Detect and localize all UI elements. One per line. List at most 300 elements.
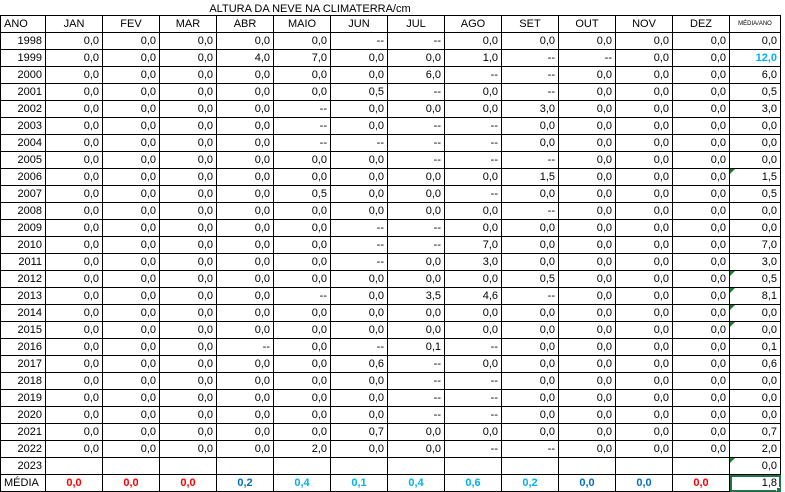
value-cell[interactable]: -- — [274, 101, 331, 118]
value-cell[interactable]: 0,0 — [46, 407, 103, 424]
value-cell[interactable] — [160, 458, 217, 475]
year-cell[interactable]: 2009 — [1, 220, 46, 237]
year-average-cell[interactable]: 0,5 — [730, 84, 781, 101]
year-cell[interactable]: 2014 — [1, 305, 46, 322]
header-cell[interactable]: MÉDIA/ANO — [730, 16, 781, 33]
value-cell[interactable]: 0,0 — [559, 101, 616, 118]
value-cell[interactable]: 0,0 — [559, 203, 616, 220]
value-cell[interactable]: 0,0 — [274, 305, 331, 322]
value-cell[interactable]: 0,0 — [217, 305, 274, 322]
value-cell[interactable]: 0,0 — [673, 441, 730, 458]
value-cell[interactable] — [616, 458, 673, 475]
year-average-cell[interactable]: 8,1 — [730, 288, 781, 305]
value-cell[interactable]: 0,0 — [46, 203, 103, 220]
value-cell[interactable]: 0,0 — [331, 390, 388, 407]
value-cell[interactable] — [103, 458, 160, 475]
value-cell[interactable]: 0,0 — [103, 186, 160, 203]
value-cell[interactable]: 0,0 — [274, 169, 331, 186]
value-cell[interactable]: 0,0 — [46, 237, 103, 254]
value-cell[interactable]: 0,0 — [673, 390, 730, 407]
value-cell[interactable]: 0,0 — [616, 203, 673, 220]
value-cell[interactable]: 0,0 — [103, 254, 160, 271]
header-cell[interactable]: OUT — [559, 16, 616, 33]
value-cell[interactable]: 0,0 — [673, 50, 730, 67]
year-average-cell[interactable]: 0,6 — [730, 356, 781, 373]
value-cell[interactable]: 0,0 — [331, 441, 388, 458]
value-cell[interactable]: 0,0 — [331, 373, 388, 390]
year-cell[interactable]: 2005 — [1, 152, 46, 169]
value-cell[interactable]: 0,0 — [46, 271, 103, 288]
value-cell[interactable]: -- — [445, 441, 502, 458]
value-cell[interactable]: -- — [331, 135, 388, 152]
value-cell[interactable]: 0,0 — [673, 356, 730, 373]
value-cell[interactable]: 0,0 — [217, 101, 274, 118]
value-cell[interactable]: 0,0 — [502, 33, 559, 50]
value-cell[interactable]: 0,0 — [274, 203, 331, 220]
value-cell[interactable]: 0,0 — [616, 254, 673, 271]
value-cell[interactable]: 0,0 — [616, 118, 673, 135]
year-average-cell[interactable]: 0,0 — [730, 305, 781, 322]
header-cell[interactable]: JUN — [331, 16, 388, 33]
value-cell[interactable]: 0,0 — [559, 152, 616, 169]
value-cell[interactable]: 0,0 — [217, 407, 274, 424]
value-cell[interactable]: 0,0 — [274, 254, 331, 271]
value-cell[interactable]: 0,0 — [331, 203, 388, 220]
value-cell[interactable]: -- — [331, 220, 388, 237]
value-cell[interactable]: 4,6 — [445, 288, 502, 305]
value-cell[interactable]: 0,0 — [103, 135, 160, 152]
value-cell[interactable]: 0,0 — [616, 271, 673, 288]
value-cell[interactable]: 0,0 — [103, 169, 160, 186]
value-cell[interactable]: -- — [388, 407, 445, 424]
header-cell[interactable]: ABR — [217, 16, 274, 33]
value-cell[interactable]: 0,0 — [502, 339, 559, 356]
value-cell[interactable]: 0,0 — [673, 305, 730, 322]
value-cell[interactable]: 1,5 — [502, 169, 559, 186]
value-cell[interactable]: 0,0 — [160, 152, 217, 169]
value-cell[interactable]: 0,0 — [274, 356, 331, 373]
value-cell[interactable]: 0,0 — [388, 271, 445, 288]
value-cell[interactable] — [388, 458, 445, 475]
value-cell[interactable]: 0,6 — [331, 356, 388, 373]
year-cell[interactable]: 2022 — [1, 441, 46, 458]
year-cell[interactable]: 2001 — [1, 84, 46, 101]
value-cell[interactable]: 0,0 — [445, 33, 502, 50]
value-cell[interactable] — [46, 458, 103, 475]
value-cell[interactable]: 0,0 — [559, 373, 616, 390]
year-average-cell[interactable]: 0,5 — [730, 271, 781, 288]
value-cell[interactable]: 2,0 — [274, 441, 331, 458]
value-cell[interactable]: 0,0 — [388, 254, 445, 271]
value-cell[interactable]: 0,0 — [160, 135, 217, 152]
year-average-cell[interactable]: 0,7 — [730, 424, 781, 441]
year-average-cell[interactable]: 0,0 — [730, 33, 781, 50]
header-cell[interactable]: JAN — [46, 16, 103, 33]
value-cell[interactable]: -- — [331, 33, 388, 50]
value-cell[interactable]: 0,0 — [160, 407, 217, 424]
value-cell[interactable]: 0,0 — [559, 339, 616, 356]
value-cell[interactable]: 0,0 — [616, 322, 673, 339]
value-cell[interactable]: 0,0 — [388, 169, 445, 186]
value-cell[interactable]: 0,0 — [274, 373, 331, 390]
value-cell[interactable]: -- — [388, 118, 445, 135]
value-cell[interactable] — [502, 458, 559, 475]
value-cell[interactable]: 0,5 — [274, 186, 331, 203]
value-cell[interactable]: -- — [331, 339, 388, 356]
value-cell[interactable]: 0,0 — [559, 169, 616, 186]
value-cell[interactable]: 0,0 — [616, 50, 673, 67]
value-cell[interactable]: -- — [388, 135, 445, 152]
value-cell[interactable]: 0,0 — [46, 373, 103, 390]
value-cell[interactable]: 0,0 — [559, 322, 616, 339]
value-cell[interactable]: 0,0 — [217, 33, 274, 50]
value-cell[interactable]: 3,0 — [502, 101, 559, 118]
value-cell[interactable]: 0,0 — [559, 356, 616, 373]
value-cell[interactable]: 0,0 — [673, 33, 730, 50]
value-cell[interactable]: 0,0 — [559, 237, 616, 254]
value-cell[interactable]: -- — [388, 356, 445, 373]
value-cell[interactable]: 0,0 — [673, 424, 730, 441]
value-cell[interactable]: 0,0 — [46, 84, 103, 101]
value-cell[interactable]: 0,0 — [160, 33, 217, 50]
value-cell[interactable]: 0,0 — [559, 407, 616, 424]
year-average-cell[interactable]: 0,0 — [730, 373, 781, 390]
value-cell[interactable]: 0,0 — [616, 441, 673, 458]
value-cell[interactable]: 0,0 — [217, 373, 274, 390]
value-cell[interactable]: 0,0 — [274, 67, 331, 84]
value-cell[interactable]: 0,0 — [46, 305, 103, 322]
value-cell[interactable]: -- — [388, 390, 445, 407]
value-cell[interactable]: 0,0 — [103, 152, 160, 169]
value-cell[interactable]: 0,0 — [46, 288, 103, 305]
year-cell[interactable]: 2019 — [1, 390, 46, 407]
value-cell[interactable]: 0,0 — [103, 84, 160, 101]
value-cell[interactable]: 0,0 — [274, 152, 331, 169]
value-cell[interactable]: 0,0 — [103, 390, 160, 407]
year-average-cell[interactable]: 0,0 — [730, 407, 781, 424]
year-cell[interactable]: 2003 — [1, 118, 46, 135]
value-cell[interactable]: 0,0 — [673, 84, 730, 101]
year-cell[interactable]: 2004 — [1, 135, 46, 152]
value-cell[interactable]: 0,0 — [559, 220, 616, 237]
value-cell[interactable]: 0,0 — [388, 424, 445, 441]
value-cell[interactable]: 0,0 — [160, 305, 217, 322]
value-cell[interactable]: 0,0 — [160, 424, 217, 441]
value-cell[interactable]: 0,0 — [160, 118, 217, 135]
value-cell[interactable]: 0,0 — [673, 67, 730, 84]
value-cell[interactable]: -- — [274, 288, 331, 305]
value-cell[interactable]: 0,0 — [217, 424, 274, 441]
year-cell[interactable]: 2000 — [1, 67, 46, 84]
value-cell[interactable]: 0,0 — [103, 322, 160, 339]
value-cell[interactable]: -- — [274, 118, 331, 135]
value-cell[interactable]: 0,0 — [217, 254, 274, 271]
monthly-average-cell[interactable]: 0,4 — [388, 475, 445, 492]
value-cell[interactable]: 0,0 — [103, 441, 160, 458]
value-cell[interactable]: 0,0 — [673, 135, 730, 152]
value-cell[interactable]: 0,0 — [616, 424, 673, 441]
value-cell[interactable]: 0,0 — [160, 50, 217, 67]
value-cell[interactable]: 0,0 — [103, 356, 160, 373]
value-cell[interactable]: 0,0 — [445, 101, 502, 118]
value-cell[interactable]: 0,0 — [274, 407, 331, 424]
value-cell[interactable]: 0,0 — [502, 390, 559, 407]
value-cell[interactable]: 0,0 — [673, 220, 730, 237]
value-cell[interactable]: 0,0 — [331, 322, 388, 339]
header-cell[interactable]: FEV — [103, 16, 160, 33]
value-cell[interactable]: -- — [502, 203, 559, 220]
year-average-cell[interactable]: 0,0 — [730, 152, 781, 169]
value-cell[interactable]: 0,0 — [217, 390, 274, 407]
value-cell[interactable]: 0,0 — [46, 152, 103, 169]
value-cell[interactable]: 0,0 — [217, 135, 274, 152]
value-cell[interactable]: 0,0 — [388, 441, 445, 458]
value-cell[interactable] — [331, 458, 388, 475]
value-cell[interactable]: 0,0 — [46, 322, 103, 339]
value-cell[interactable]: 0,0 — [160, 373, 217, 390]
average-label-cell[interactable]: MÉDIA — [1, 475, 46, 492]
value-cell[interactable]: 0,0 — [160, 186, 217, 203]
monthly-average-cell[interactable]: 0,1 — [331, 475, 388, 492]
value-cell[interactable]: 0,0 — [502, 305, 559, 322]
value-cell[interactable]: 0,0 — [502, 356, 559, 373]
value-cell[interactable]: 0,0 — [331, 50, 388, 67]
value-cell[interactable]: 0,0 — [217, 356, 274, 373]
value-cell[interactable]: 0,0 — [445, 169, 502, 186]
value-cell[interactable]: 0,0 — [46, 441, 103, 458]
value-cell[interactable]: -- — [445, 339, 502, 356]
value-cell[interactable]: -- — [388, 84, 445, 101]
year-average-cell[interactable]: 0,0 — [730, 458, 781, 475]
value-cell[interactable]: 0,0 — [217, 288, 274, 305]
value-cell[interactable]: 0,0 — [502, 237, 559, 254]
value-cell[interactable]: 0,0 — [46, 169, 103, 186]
value-cell[interactable]: -- — [331, 254, 388, 271]
value-cell[interactable]: 0,0 — [103, 305, 160, 322]
value-cell[interactable]: 0,0 — [46, 220, 103, 237]
year-cell[interactable]: 2021 — [1, 424, 46, 441]
value-cell[interactable]: 0,0 — [217, 322, 274, 339]
value-cell[interactable]: 0,0 — [616, 390, 673, 407]
value-cell[interactable]: 0,0 — [616, 135, 673, 152]
year-cell[interactable]: 2011 — [1, 254, 46, 271]
value-cell[interactable]: 0,0 — [673, 407, 730, 424]
value-cell[interactable]: 0,0 — [46, 50, 103, 67]
value-cell[interactable]: 0,0 — [388, 101, 445, 118]
value-cell[interactable]: -- — [445, 390, 502, 407]
value-cell[interactable]: 0,0 — [559, 33, 616, 50]
value-cell[interactable]: 0,0 — [160, 322, 217, 339]
value-cell[interactable]: 0,0 — [217, 203, 274, 220]
year-average-cell[interactable]: 3,0 — [730, 101, 781, 118]
value-cell[interactable]: 0,0 — [160, 101, 217, 118]
year-average-cell[interactable]: 0,0 — [730, 390, 781, 407]
value-cell[interactable]: 0,0 — [103, 288, 160, 305]
value-cell[interactable]: 0,0 — [274, 322, 331, 339]
value-cell[interactable]: 0,0 — [274, 237, 331, 254]
value-cell[interactable]: 0,0 — [217, 169, 274, 186]
monthly-average-cell[interactable]: 0,0 — [160, 475, 217, 492]
year-average-cell[interactable]: 6,0 — [730, 67, 781, 84]
value-cell[interactable]: -- — [217, 339, 274, 356]
value-cell[interactable]: 0,0 — [616, 237, 673, 254]
value-cell[interactable]: 0,0 — [445, 305, 502, 322]
value-cell[interactable]: 0,0 — [616, 407, 673, 424]
value-cell[interactable]: 0,0 — [673, 271, 730, 288]
value-cell[interactable]: 0,0 — [103, 118, 160, 135]
value-cell[interactable]: 0,0 — [616, 169, 673, 186]
header-cell[interactable]: DEZ — [673, 16, 730, 33]
year-cell[interactable]: 1998 — [1, 33, 46, 50]
value-cell[interactable]: 0,0 — [673, 288, 730, 305]
value-cell[interactable]: 0,0 — [673, 118, 730, 135]
value-cell[interactable]: -- — [331, 237, 388, 254]
monthly-average-cell[interactable]: 0,6 — [445, 475, 502, 492]
value-cell[interactable]: 0,0 — [559, 424, 616, 441]
value-cell[interactable]: 0,0 — [331, 305, 388, 322]
value-cell[interactable]: 0,0 — [46, 101, 103, 118]
value-cell[interactable]: 0,0 — [388, 186, 445, 203]
value-cell[interactable]: 0,0 — [217, 84, 274, 101]
value-cell[interactable]: 0,0 — [445, 356, 502, 373]
value-cell[interactable]: 0,0 — [274, 33, 331, 50]
value-cell[interactable]: 0,0 — [160, 169, 217, 186]
monthly-average-cell[interactable]: 0,4 — [274, 475, 331, 492]
value-cell[interactable]: 0,0 — [46, 254, 103, 271]
value-cell[interactable]: 0,0 — [217, 220, 274, 237]
value-cell[interactable]: 0,0 — [559, 67, 616, 84]
value-cell[interactable]: 0,0 — [160, 203, 217, 220]
value-cell[interactable]: -- — [388, 220, 445, 237]
value-cell[interactable]: -- — [274, 135, 331, 152]
value-cell[interactable]: 0,0 — [331, 67, 388, 84]
monthly-average-cell[interactable]: 0,2 — [217, 475, 274, 492]
value-cell[interactable]: 0,0 — [388, 203, 445, 220]
value-cell[interactable]: 3,5 — [388, 288, 445, 305]
value-cell[interactable]: 0,0 — [103, 339, 160, 356]
header-cell[interactable]: MAIO — [274, 16, 331, 33]
value-cell[interactable] — [673, 458, 730, 475]
monthly-average-cell[interactable]: 0,0 — [616, 475, 673, 492]
value-cell[interactable]: 0,0 — [673, 203, 730, 220]
year-average-cell[interactable]: 0,0 — [730, 203, 781, 220]
value-cell[interactable]: 0,0 — [103, 271, 160, 288]
value-cell[interactable]: 0,0 — [160, 288, 217, 305]
year-average-cell[interactable]: 0,0 — [730, 135, 781, 152]
value-cell[interactable]: 0,0 — [160, 254, 217, 271]
year-average-cell[interactable]: 7,0 — [730, 237, 781, 254]
value-cell[interactable]: 0,0 — [673, 186, 730, 203]
value-cell[interactable]: 0,0 — [616, 67, 673, 84]
value-cell[interactable]: 0,0 — [160, 441, 217, 458]
value-cell[interactable]: 0,0 — [103, 203, 160, 220]
value-cell[interactable]: 0,0 — [559, 288, 616, 305]
value-cell[interactable]: 3,0 — [445, 254, 502, 271]
value-cell[interactable]: 0,0 — [103, 101, 160, 118]
value-cell[interactable]: 0,0 — [559, 271, 616, 288]
value-cell[interactable]: -- — [502, 84, 559, 101]
year-cell[interactable]: 2012 — [1, 271, 46, 288]
value-cell[interactable]: 0,0 — [217, 186, 274, 203]
value-cell[interactable]: 0,0 — [103, 237, 160, 254]
value-cell[interactable]: 0,0 — [274, 424, 331, 441]
value-cell[interactable]: 0,0 — [274, 84, 331, 101]
value-cell[interactable]: 0,0 — [673, 339, 730, 356]
overall-average-cell[interactable]: 1,8 — [730, 475, 781, 492]
value-cell[interactable]: 0,0 — [559, 84, 616, 101]
header-cell[interactable]: SET — [502, 16, 559, 33]
value-cell[interactable]: 0,0 — [274, 220, 331, 237]
value-cell[interactable]: 0,0 — [217, 441, 274, 458]
value-cell[interactable]: 0,0 — [559, 135, 616, 152]
value-cell[interactable]: 0,0 — [46, 356, 103, 373]
value-cell[interactable]: 0,0 — [331, 101, 388, 118]
year-average-cell[interactable]: 3,0 — [730, 254, 781, 271]
value-cell[interactable]: 0,0 — [673, 169, 730, 186]
value-cell[interactable]: 7,0 — [445, 237, 502, 254]
value-cell[interactable]: -- — [502, 50, 559, 67]
value-cell[interactable]: 0,0 — [616, 101, 673, 118]
value-cell[interactable]: -- — [388, 33, 445, 50]
value-cell[interactable]: 0,0 — [559, 186, 616, 203]
value-cell[interactable]: 0,0 — [217, 152, 274, 169]
value-cell[interactable]: 0,0 — [673, 101, 730, 118]
year-cell[interactable]: 2020 — [1, 407, 46, 424]
year-average-cell[interactable]: 1,5 — [730, 169, 781, 186]
value-cell[interactable]: 0,0 — [331, 118, 388, 135]
value-cell[interactable]: 0,0 — [616, 305, 673, 322]
value-cell[interactable]: 0,0 — [616, 356, 673, 373]
value-cell[interactable]: 0,1 — [388, 339, 445, 356]
value-cell[interactable] — [445, 458, 502, 475]
value-cell[interactable]: 7,0 — [274, 50, 331, 67]
monthly-average-cell[interactable]: 0,0 — [673, 475, 730, 492]
value-cell[interactable]: 0,0 — [388, 50, 445, 67]
value-cell[interactable]: 0,0 — [46, 424, 103, 441]
value-cell[interactable]: 0,0 — [502, 373, 559, 390]
header-cell[interactable]: MAR — [160, 16, 217, 33]
year-average-cell[interactable]: 0,5 — [730, 186, 781, 203]
value-cell[interactable]: 0,0 — [160, 339, 217, 356]
value-cell[interactable]: 0,5 — [331, 84, 388, 101]
value-cell[interactable]: 0,0 — [673, 254, 730, 271]
value-cell[interactable]: 0,0 — [559, 305, 616, 322]
value-cell[interactable]: 0,0 — [160, 271, 217, 288]
year-average-cell[interactable]: 0,0 — [730, 220, 781, 237]
value-cell[interactable]: 0,0 — [445, 424, 502, 441]
value-cell[interactable]: 0,0 — [502, 220, 559, 237]
value-cell[interactable]: 0,0 — [103, 220, 160, 237]
year-cell[interactable]: 2018 — [1, 373, 46, 390]
value-cell[interactable]: 0,0 — [616, 373, 673, 390]
monthly-average-cell[interactable]: 0,0 — [46, 475, 103, 492]
header-cell[interactable]: JUL — [388, 16, 445, 33]
value-cell[interactable]: 0,0 — [103, 407, 160, 424]
value-cell[interactable]: 0,0 — [46, 118, 103, 135]
value-cell[interactable] — [274, 458, 331, 475]
value-cell[interactable]: 0,0 — [46, 135, 103, 152]
value-cell[interactable]: 0,0 — [502, 407, 559, 424]
value-cell[interactable]: 0,0 — [103, 50, 160, 67]
year-cell[interactable]: 2016 — [1, 339, 46, 356]
value-cell[interactable]: 0,0 — [46, 186, 103, 203]
value-cell[interactable]: 1,0 — [445, 50, 502, 67]
value-cell[interactable] — [217, 458, 274, 475]
value-cell[interactable]: 6,0 — [388, 67, 445, 84]
value-cell[interactable]: -- — [502, 441, 559, 458]
value-cell[interactable]: 0,0 — [217, 237, 274, 254]
year-cell[interactable]: 2008 — [1, 203, 46, 220]
